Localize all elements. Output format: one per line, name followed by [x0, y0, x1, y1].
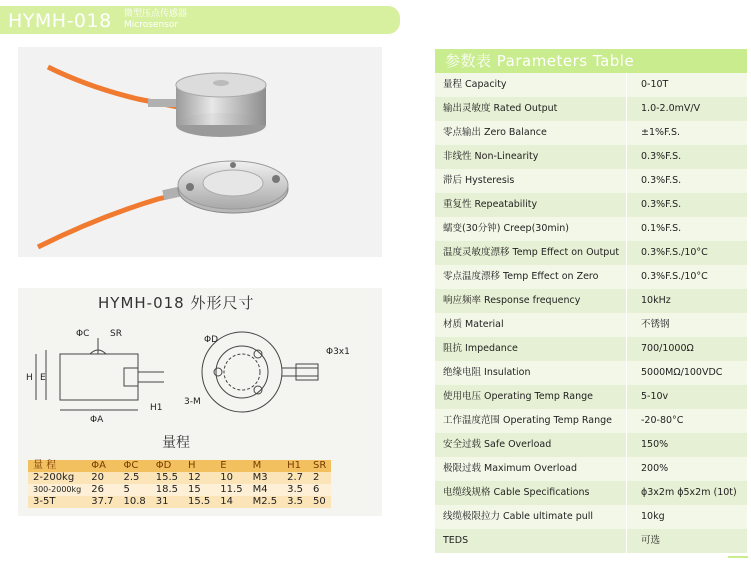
parameter-value: 700/1000Ω	[641, 343, 694, 354]
label-phi-3x1: Φ3x1	[326, 347, 350, 357]
table-cell: 18.5	[155, 484, 179, 495]
parameter-label: 蠕变(30分钟) Creep(30min)	[435, 217, 627, 241]
header-cell: ΦC	[123, 460, 139, 471]
table-cell: 3.5	[287, 496, 303, 507]
parameter-label: 电缆线规格 Cable Specifications	[435, 481, 627, 505]
table-cell: 10	[220, 472, 234, 483]
table-row	[435, 169, 747, 193]
table-cell: 300-2000kg	[33, 485, 82, 494]
parameter-label: 非线性 Non-Linearity	[435, 145, 627, 169]
parameter-value: 0.3%F.S./10°C	[641, 271, 708, 282]
product-subtitle	[124, 9, 187, 31]
parameters-table-title: 参数表 Parameters Table	[435, 49, 747, 73]
parameters-table	[435, 49, 747, 553]
header-cell: M	[252, 460, 262, 471]
parameter-value: 5000MΩ/100VDC	[641, 367, 723, 378]
table-cell: 50	[313, 496, 326, 507]
decorative-line	[728, 556, 748, 558]
table-cell: 6	[313, 484, 320, 495]
table-cell: 31	[155, 496, 169, 507]
header-cell: E	[220, 460, 227, 471]
table-cell: M3	[252, 472, 268, 483]
parameter-value: 10kg	[641, 511, 665, 522]
table-row	[435, 193, 747, 217]
table-row	[435, 505, 747, 529]
table-row	[435, 145, 747, 169]
product-photo	[18, 47, 382, 257]
parameter-value: 0-10T	[641, 79, 669, 90]
header-cell: H1	[287, 460, 301, 471]
parameter-label: 工作温度范围 Operating Temp Range	[435, 409, 627, 433]
table-cell: 14	[220, 496, 234, 507]
table-cell: 2.5	[123, 472, 140, 483]
table-row	[435, 481, 747, 505]
table-cell: 2	[313, 472, 320, 483]
table-row	[435, 433, 747, 457]
parameter-label: 阻抗 Impedance	[435, 337, 627, 361]
table-row	[435, 409, 747, 433]
table-row	[435, 385, 747, 409]
header-cell: SR	[313, 460, 327, 471]
parameter-value: ϕ3x2m ϕ5x2m (10t)	[641, 487, 737, 498]
parameter-value: 200%	[641, 463, 669, 474]
dimension-table-header	[28, 460, 331, 472]
technical-drawing	[18, 310, 382, 450]
parameter-label: 滞后 Hysteresis	[435, 169, 627, 193]
parameter-value: 不锈钢	[641, 319, 670, 330]
dimension-table	[28, 460, 331, 508]
subtitle-en: Microsensor	[124, 20, 179, 30]
parameter-label: 输出灵敏度 Rated Output	[435, 97, 627, 121]
table-cell: 2-200kg	[33, 472, 75, 483]
table-cell: 15	[188, 484, 201, 495]
parameter-label: 线缆极限拉力 Cable ultimate pull	[435, 505, 627, 529]
drawing-title: HYMH-018 外形尺寸	[98, 294, 255, 312]
model-name: HYMH-018	[8, 10, 112, 32]
table-cell: 26	[91, 484, 104, 495]
parameter-label: 材质 Material	[435, 313, 627, 337]
subtitle-cn: 微型压点传感器	[124, 9, 188, 19]
parameter-value: 10kHz	[641, 295, 671, 306]
header-cell: ΦD	[155, 460, 172, 471]
table-cell: M4	[252, 484, 268, 495]
parameter-value: -20-80°C	[641, 415, 684, 426]
parameter-label: 绝缘电阻 Insulation	[435, 361, 627, 385]
range-title: 量程	[162, 435, 190, 451]
parameter-label: 安全过载 Safe Overload	[435, 433, 627, 457]
title-banner	[0, 6, 400, 34]
label-e: E	[40, 373, 46, 383]
table-row	[435, 313, 747, 337]
parameter-value: ±1%F.S.	[641, 127, 681, 138]
header-cell: ΦA	[91, 460, 106, 471]
parameter-value: 0.3%F.S.	[641, 175, 682, 186]
label-phi-c: ΦC	[76, 329, 90, 339]
table-row	[435, 265, 747, 289]
parameter-label: 使用电压 Operating Temp Range	[435, 385, 627, 409]
parameter-label: 温度灵敏度漂移 Temp Effect on Output	[435, 241, 627, 265]
header-cell: H	[188, 460, 196, 471]
table-row	[435, 121, 747, 145]
parameter-label: TEDS	[435, 529, 627, 553]
label-h1: H1	[150, 403, 163, 413]
parameter-label: 零点输出 Zero Balance	[435, 121, 627, 145]
table-cell: 15.5	[188, 496, 211, 507]
label-h: H	[26, 373, 33, 383]
table-cell: 12	[188, 472, 201, 483]
table-cell: 10.8	[123, 496, 146, 507]
table-row	[435, 337, 747, 361]
parameter-value: 0.3%F.S.	[641, 199, 682, 210]
parameter-label: 量程 Capacity	[435, 73, 627, 97]
table-row	[435, 289, 747, 313]
parameter-label: 重复性 Repeatability	[435, 193, 627, 217]
parameter-value: 150%	[641, 439, 669, 450]
label-sr: SR	[110, 329, 122, 339]
table-cell: 11.5	[220, 484, 243, 495]
parameter-value: 0.1%F.S.	[641, 223, 682, 234]
parameter-label: 极限过载 Maximum Overload	[435, 457, 627, 481]
table-cell: 20	[91, 472, 104, 483]
table-cell: 15.5	[155, 472, 179, 483]
label-phi-d: ΦD	[204, 335, 219, 345]
table-row	[28, 496, 331, 508]
dimension-drawing	[18, 288, 382, 516]
table-row	[435, 361, 747, 385]
table-cell: 3-5T	[33, 496, 56, 507]
parameter-value: 0.3%F.S./10°C	[641, 247, 708, 258]
table-row	[435, 241, 747, 265]
label-3m: 3-M	[184, 397, 201, 407]
parameter-value: 可选	[641, 535, 661, 546]
parameter-value: 0.3%F.S.	[641, 151, 682, 162]
table-cell: 2.7	[287, 472, 303, 483]
table-cell: M2.5	[252, 496, 278, 507]
table-row	[435, 73, 747, 97]
table-row	[435, 97, 747, 121]
parameter-value: 5-10v	[641, 391, 669, 402]
parameter-label: 响应频率 Response frequency	[435, 289, 627, 313]
table-row	[435, 217, 747, 241]
table-row	[435, 457, 747, 481]
table-cell: 37.7	[91, 496, 114, 507]
table-cell: 5	[123, 484, 130, 495]
label-phi-a: ΦA	[90, 415, 104, 425]
table-row	[435, 529, 747, 553]
sensor-photo-illustration	[18, 47, 382, 257]
parameter-label: 零点温度漂移 Temp Effect on Zero	[435, 265, 627, 289]
header-cell: 量 程	[33, 460, 57, 471]
table-cell: 3.5	[287, 484, 303, 495]
table-row	[28, 484, 331, 496]
table-row	[28, 472, 331, 484]
parameter-value: 1.0-2.0mV/V	[641, 103, 701, 114]
